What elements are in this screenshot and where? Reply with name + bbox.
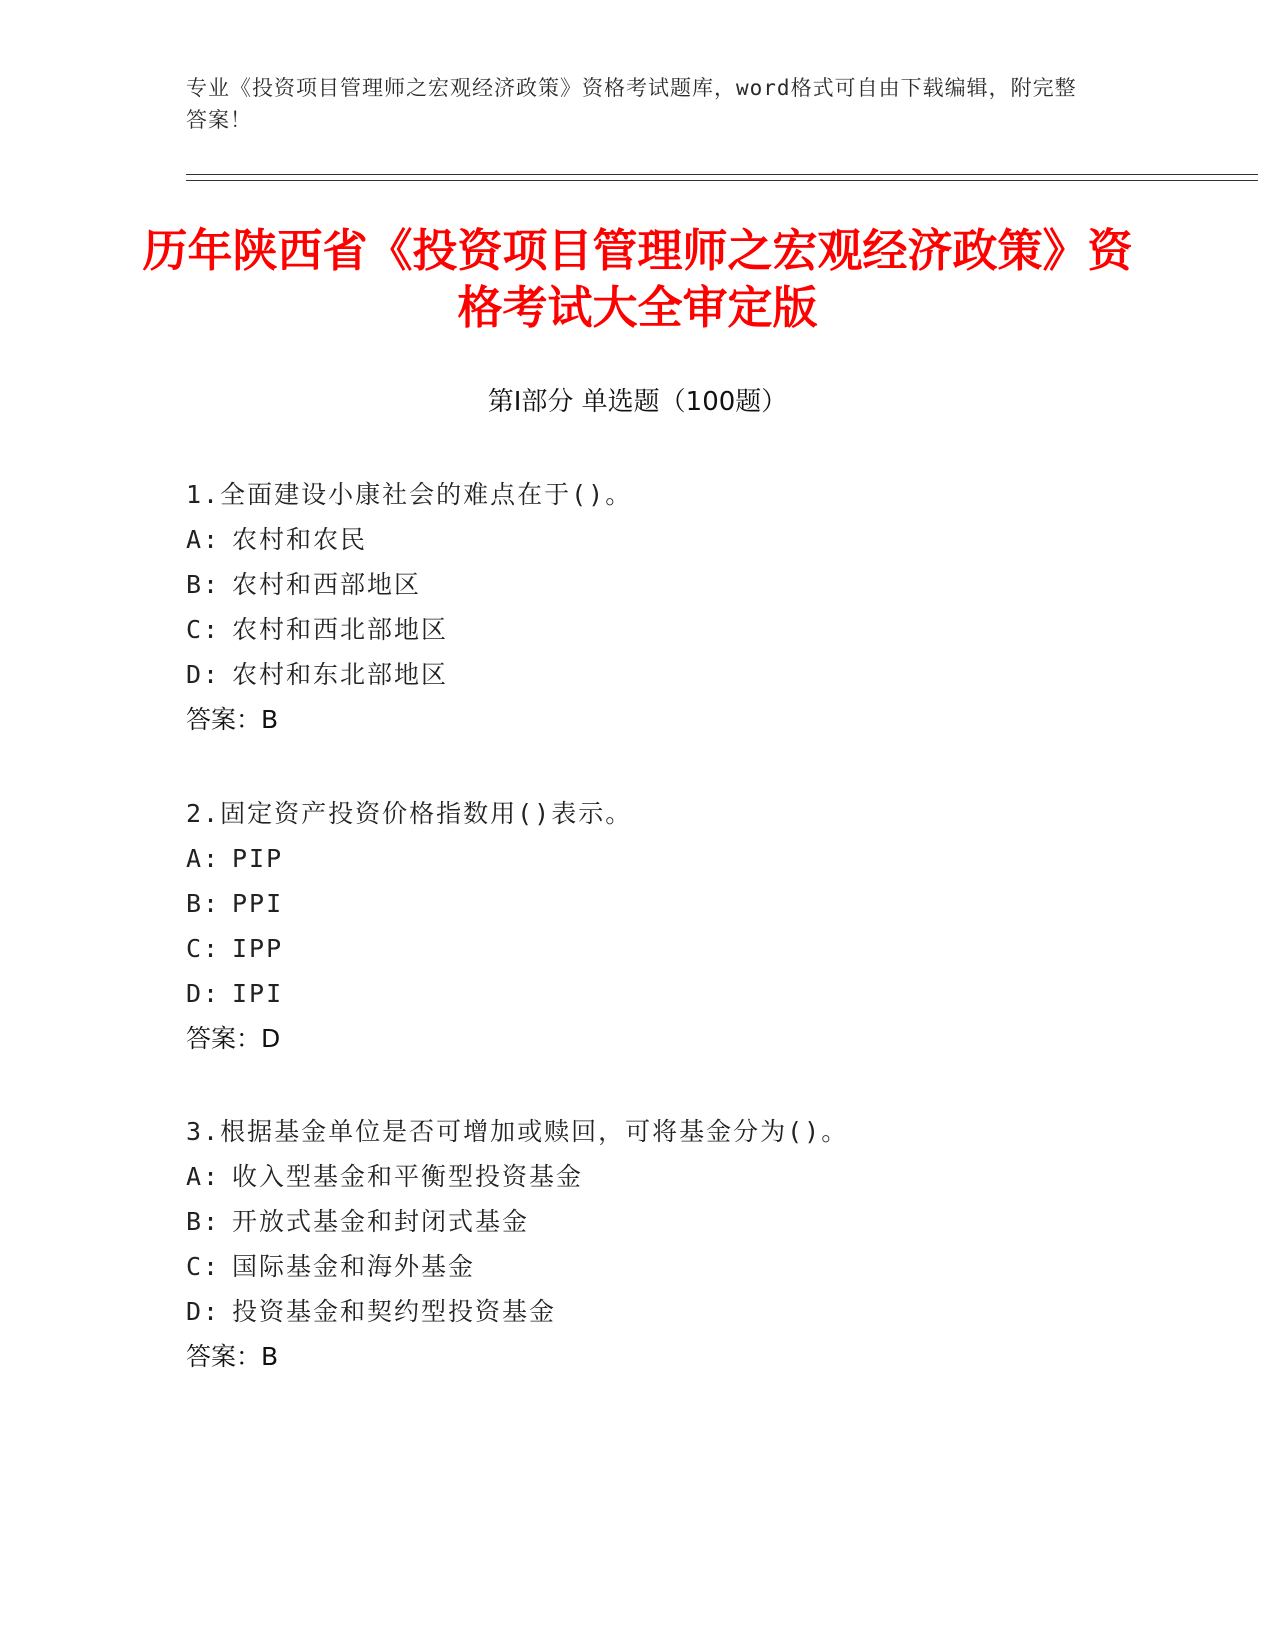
question-3 bbox=[186, 1109, 1186, 1379]
option-a bbox=[186, 1154, 1186, 1199]
option-text: 农村和西北部地区 bbox=[232, 615, 449, 644]
option-text: 收入型基金和平衡型投资基金 bbox=[232, 1162, 584, 1191]
option-text: 国际基金和海外基金 bbox=[232, 1252, 476, 1281]
answer-line: 答案：D bbox=[186, 1024, 281, 1053]
header-divider-bottom bbox=[186, 180, 1258, 181]
option-text: 农村和农民 bbox=[232, 525, 368, 554]
question-stem: 1.全面建设小康社会的难点在于()。 bbox=[186, 480, 633, 509]
option-letter: B: bbox=[186, 1207, 221, 1236]
header-note: 专业《投资项目管理师之宏观经济政策》资格考试题库，word格式可自由下载编辑，附完整答案！ bbox=[186, 76, 1077, 132]
option-text: PPI bbox=[232, 889, 284, 918]
option-letter: A: bbox=[186, 844, 221, 873]
option-text: IPI bbox=[232, 979, 284, 1008]
option-b bbox=[186, 562, 1186, 607]
option-letter: D: bbox=[186, 1297, 221, 1326]
option-letter: A: bbox=[186, 1162, 221, 1191]
option-a bbox=[186, 517, 1186, 562]
question-stem: 2.固定资产投资价格指数用()表示。 bbox=[186, 799, 633, 828]
option-letter: B: bbox=[186, 570, 221, 599]
option-text: IPP bbox=[232, 934, 284, 963]
question-1 bbox=[186, 472, 1186, 742]
option-text: 农村和西部地区 bbox=[232, 570, 422, 599]
document-title: 历年陕西省《投资项目管理师之宏观经济政策》资格考试大全审定版 bbox=[142, 224, 1133, 334]
option-letter: C: bbox=[186, 1252, 221, 1281]
option-letter: C: bbox=[186, 934, 221, 963]
option-c bbox=[186, 1244, 1186, 1289]
option-a bbox=[186, 836, 1186, 881]
option-letter: A: bbox=[186, 525, 221, 554]
header-divider-top bbox=[186, 174, 1258, 175]
option-text: PIP bbox=[232, 844, 284, 873]
option-c bbox=[186, 607, 1186, 652]
option-letter: D: bbox=[186, 979, 221, 1008]
option-d bbox=[186, 652, 1186, 697]
option-text: 开放式基金和封闭式基金 bbox=[232, 1207, 530, 1236]
option-letter: C: bbox=[186, 615, 221, 644]
answer-line: 答案：B bbox=[186, 1342, 279, 1371]
option-text: 投资基金和契约型投资基金 bbox=[232, 1297, 557, 1326]
answer-line: 答案：B bbox=[186, 705, 279, 734]
question-2 bbox=[186, 791, 1186, 1061]
option-text: 农村和东北部地区 bbox=[232, 660, 449, 689]
option-d bbox=[186, 971, 1186, 1016]
option-c bbox=[186, 926, 1186, 971]
question-stem: 3.根据基金单位是否可增加或赎回，可将基金分为()。 bbox=[186, 1117, 849, 1146]
option-letter: B: bbox=[186, 889, 221, 918]
section-heading: 第Ⅰ部分 单选题（100题） bbox=[487, 387, 788, 417]
option-b bbox=[186, 881, 1186, 926]
option-b bbox=[186, 1199, 1186, 1244]
option-letter: D: bbox=[186, 660, 221, 689]
option-d bbox=[186, 1289, 1186, 1334]
